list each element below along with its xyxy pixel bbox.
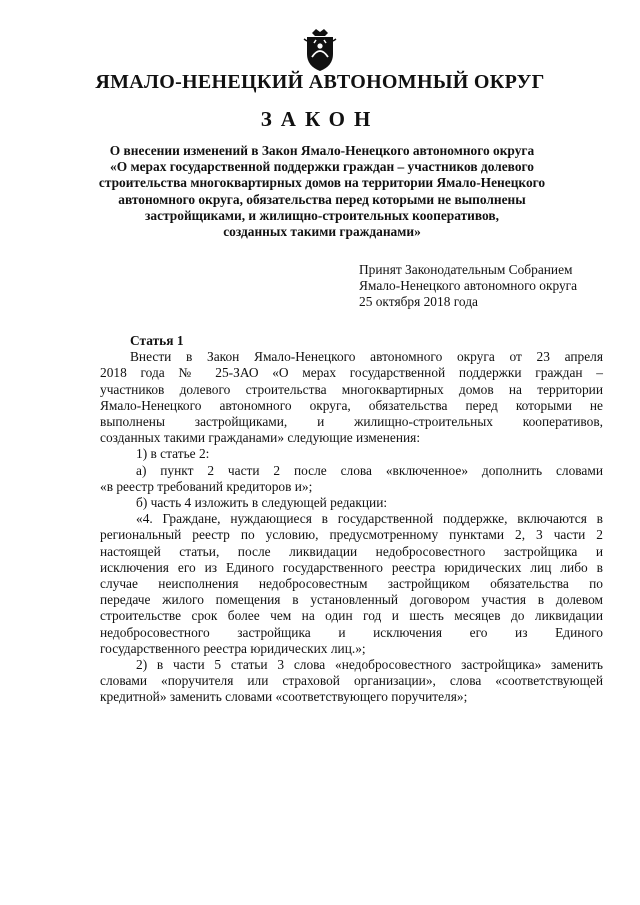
title-line: созданных такими гражданами» [223, 224, 421, 240]
list-item: 1) в статье 2: [136, 446, 210, 462]
document-type-heading: ЗАКОН [260, 107, 380, 131]
quote-line: передаче жилого помещения в установленный договором участия в долевом [100, 592, 603, 608]
list-item: б) часть 4 изложить в следующей редакции: [136, 495, 388, 511]
title-line: строительства многоквартирных домов на территории Ямало-Ненецкого [98, 175, 546, 191]
title-line: застройщиками, и жилищно-строительных кооперативов, [145, 207, 499, 223]
quote-line: государственного реестра юридических лиц.»; [100, 640, 366, 656]
paragraph-line: а) пункт 2 части 2 после слова «включенное» дополнить словами [136, 462, 603, 478]
paragraph-line: участников долевого строительства многоквартирных домов на территории [100, 381, 603, 397]
paragraph-line: 2) в части 5 статьи 3 слова «недобросовестного застройщика» заменить [136, 657, 603, 673]
law-title [96, 143, 548, 240]
coat-of-arms-icon [301, 27, 339, 73]
quote-line: исключения его из Единого государственного реестра юридических лиц либо в [100, 559, 603, 575]
paragraph-line: 2018 года № 25-ЗАО «О мерах государственной поддержки граждан – [100, 365, 603, 381]
adoption-line: Ямало-Ненецкого автономного округа [359, 278, 578, 294]
title-line: «О мерах государственной поддержки граждан – участников долевого [110, 159, 534, 175]
article-body [100, 333, 603, 706]
quote-line: недобросовестного застройщика и исключения его из Единого [100, 624, 603, 640]
title-line: О внесении изменений в Закон Ямало-Ненецкого автономного округа [109, 143, 535, 158]
paragraph-line: выполнены застройщиками, и жилищно-строительных кооперативов, [100, 414, 603, 430]
region-heading: ЯМАЛО-НЕНЕЦКИЙ АВТОНОМНЫЙ ОКРУГ [95, 71, 545, 93]
title-line: автономного округа, обязательства перед которыми не выполнены [118, 191, 526, 207]
paragraph-line: Внести в Закон Ямало-Ненецкого автономного округа от 23 апреля [130, 349, 603, 365]
adoption-date: 25 октября 2018 года [359, 294, 478, 310]
quote-line: строительстве срок более чем на один год и шесть месяцев до ликвидации [100, 608, 603, 624]
paragraph-line: кредитной» заменить словами «соответствующего поручителя»; [100, 689, 468, 705]
adoption-line: Принят Законодательным Собранием [359, 262, 573, 277]
adoption-note [359, 262, 577, 311]
paragraph-line: словами «поручителя или страховой организации», слова «соответствующей [100, 673, 603, 689]
quote-line: «4. Граждане, нуждающиеся в государственной поддержке, включаются в [136, 511, 603, 527]
paragraph-line: «в реестр требований кредиторов и»; [100, 478, 313, 494]
paragraph-line: Ямало-Ненецкого автономного округа, обязательства перед которыми не [100, 397, 603, 413]
quote-line: региональный реестр по условию, предусмотренному пунктами 2, 3 части 2 [100, 527, 603, 543]
paragraph-line: созданных такими гражданами» следующие изменения: [100, 430, 421, 446]
quote-line: случае неисполнения недобросовестным застройщиком обязательства по [100, 576, 603, 592]
article-heading: Статья 1 [130, 333, 184, 348]
quote-line: настоящей статьи, после ликвидации недобросовестного застройщика и [100, 543, 603, 559]
